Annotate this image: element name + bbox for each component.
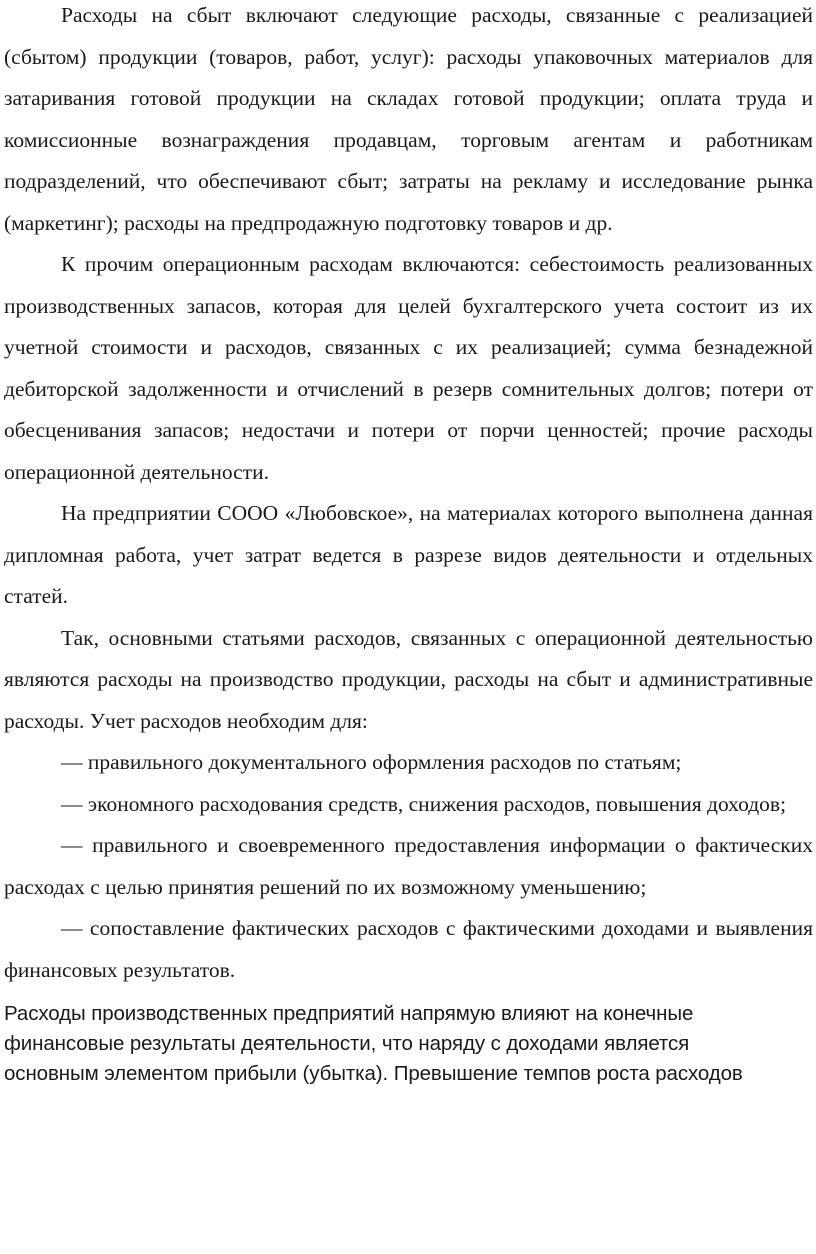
paragraph-sales-expenses: Расходы на сбыт включают следующие расходы, связанные с реализацией (сбытом) продукции (товаров, работ, услуг): расходы упаковочных материалов для затаривания готовой продукции на складах готовой продукции; оплата труда и комиссионные вознаграждения продавцам, торговым агентам и работникам подразделений, что обеспечивают сбыт; затраты на рекламу и исследование рынка (маркетинг); расходы на предпродажную подготовку товаров и др. — [4, 3, 813, 235]
text-line: финансовые результаты деятельности, что наряду с доходами является — [4, 1032, 690, 1055]
paragraph-enterprise-accounting: На предприятии СООО «Любовское», на материалах которого выполнена данная дипломная работа, учет затрат ведется в разрезе видов деятельности и отдельных статей. — [4, 501, 813, 608]
list-item: — сопоставление фактических расходов с фактическими доходами и выявления финансовых результатов. — [4, 916, 813, 982]
text-line: основным элементом прибыли (убытка). Превышение темпов роста расходов — [4, 1062, 743, 1085]
list-item: — правильного и своевременного предоставления информации о фактических расходах с целью принятия решений по их возможному уменьшению; — [4, 833, 813, 899]
list-item: — экономного расходования средств, снижения расходов, повышения доходов; — [61, 791, 787, 816]
text-line: Расходы производственных предприятий напрямую влияют на конечные — [4, 1002, 694, 1025]
list-item: — правильного документального оформления расходов по статьям; — [61, 750, 682, 774]
paragraph-main-expense-items: Так, основными статьями расходов, связанных с операционной деятельностью являются расходы на производство продукции, расходы на сбыт и административные расходы. Учет расходов необходим для: — [4, 625, 813, 733]
paragraph-production-expenses — [4, 999, 813, 1089]
paragraph-other-operating-expenses: К прочим операционным расходам включаются: себестоимость реализованных производственных запасов, которая для целей бухгалтерского учета состоит из их учетной стоимости и расходов, связанных с их реализацией; сумма безнадежной дебиторской задолженности и отчислений в резерв сомнительных долгов; потери от обесценивания запасов; недостачи и потери от порчи ценностей; прочие расходы операционной деятельности. — [4, 252, 813, 484]
